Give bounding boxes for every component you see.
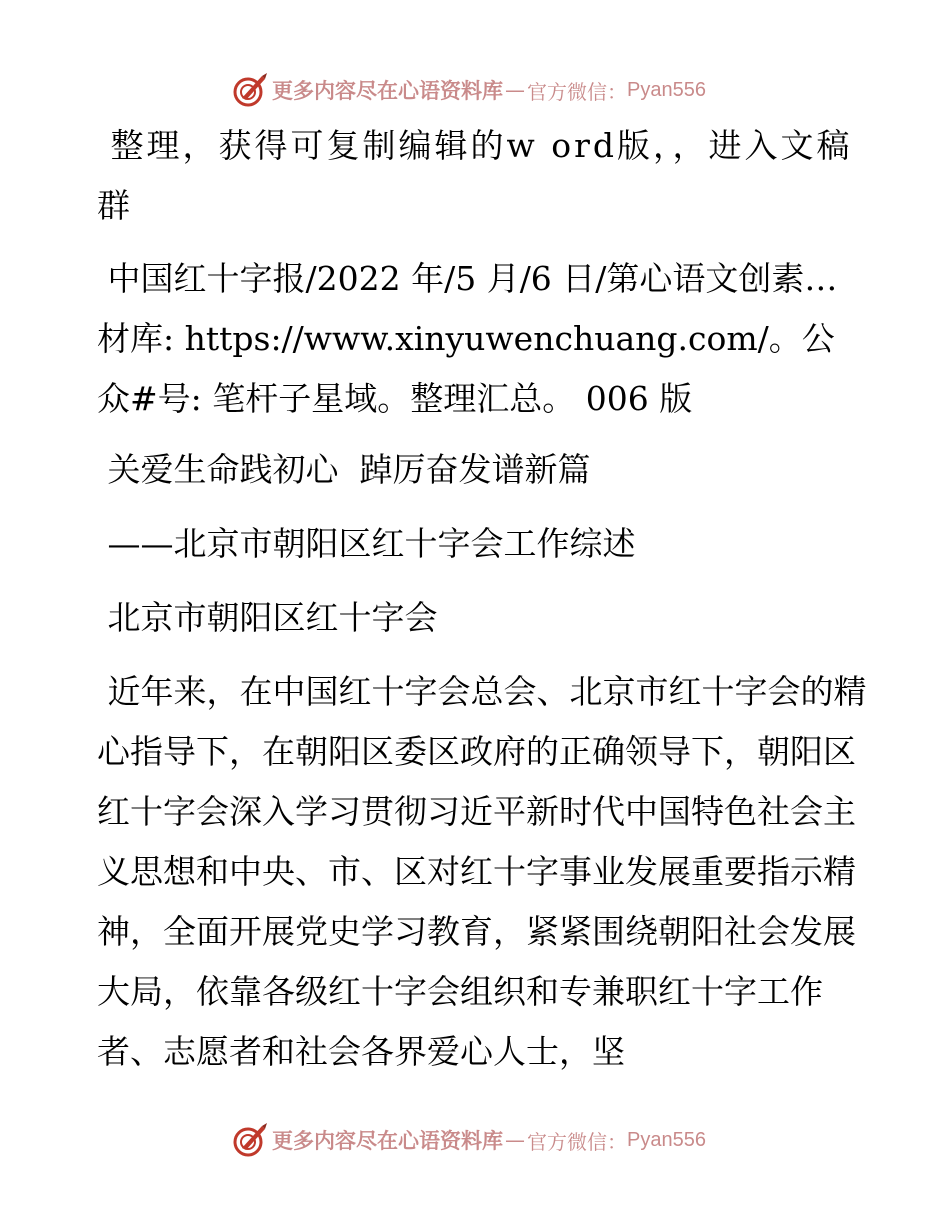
article-title: 关爱生命践初心 踔厉奋发谱新篇	[97, 450, 591, 489]
header-banner-wechat-id: Pyan556	[627, 78, 706, 101]
footer-banner-wechat-id: Pyan556	[627, 1128, 706, 1151]
footer-banner-wechat-label: 官方微信：	[527, 1129, 627, 1154]
footer-watermark-banner	[232, 1120, 706, 1160]
quill-logo-icon	[232, 72, 268, 108]
quill-logo-icon	[232, 1122, 268, 1158]
body-paragraph-main: 近年来，在中国红十字会总会、北京市红十字会的精心指导下，在朝阳区委区政府的正确领导下，朝阳区红十字会深入学习贯彻习近平新时代中国特色社会主义思想和中央、市、区对红十字事业发展重要指示精神，全面开展党史学习教育，紧紧围绕朝阳社会发展大局，依靠各级红十字会组织和专兼职红十字工作者、志愿者和社会各界爱心人士，坚	[97, 672, 867, 1071]
footer-banner-dash: —	[505, 1128, 525, 1152]
header-banner-wechat-label: 官方微信：	[527, 79, 627, 104]
header-banner-dash: —	[505, 78, 525, 102]
footer-banner-text: 更多内容尽在心语资料库	[272, 1128, 503, 1153]
header-banner-text: 更多内容尽在心语资料库	[272, 78, 503, 103]
article-subtitle: ——北京市朝阳区红十字会工作综述	[97, 524, 636, 563]
body-paragraph-source: 中国红十字报/2022 年/5 月/6 日/第心语文创素…材库: https://www.xinyuwenchuang.com/。公众#号: 笔杆子星域。整理汇总。 006 版	[97, 259, 838, 418]
body-paragraph-intro: 整理，获得可复制编辑的w ord版，，进入文稿群	[97, 126, 853, 225]
article-author: 北京市朝阳区红十字会	[97, 598, 438, 637]
header-watermark-banner	[232, 70, 706, 110]
